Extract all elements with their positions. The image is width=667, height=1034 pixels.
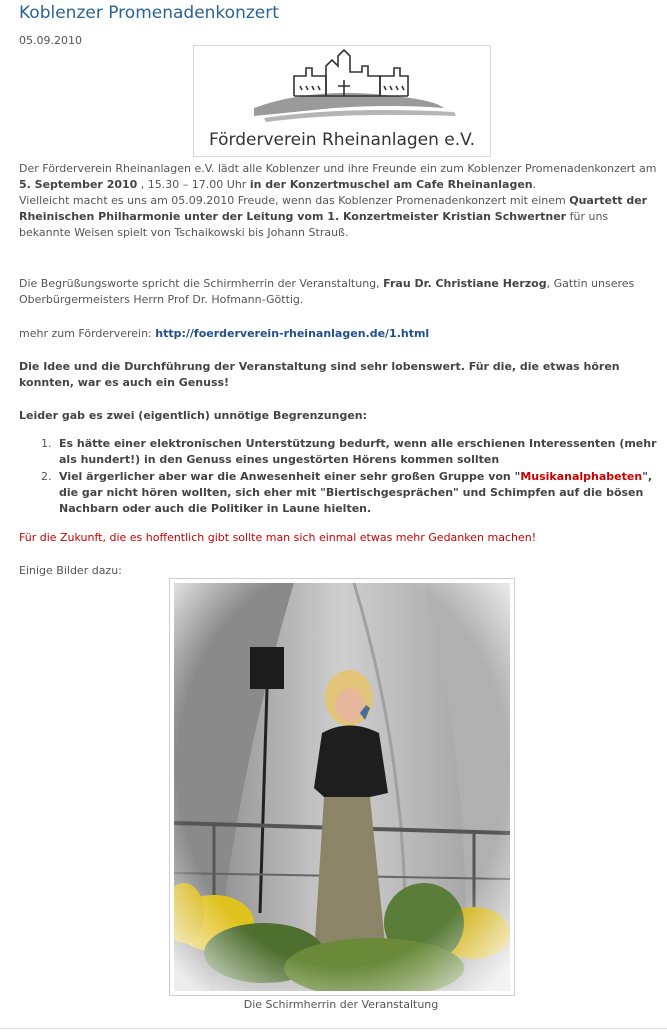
- text: Der Förderverein Rheinanlagen e.V. lädt alle Koblenzer und ihre Freunde ein zum Koblenzer Promenadenkonzert am: [19, 162, 657, 175]
- bold-text: Die Idee und die Durchführung der Veranstaltung sind sehr lobenswert. Für die, die etwas hören konnten, war es auch ein Genuss!: [19, 360, 620, 389]
- photo-frame: [169, 578, 515, 996]
- foerderverein-link[interactable]: http://foerderverein-rheinanlagen.de/1.html: [155, 327, 430, 340]
- praise-paragraph: [19, 359, 659, 391]
- page-title: Koblenzer Promenadenkonzert: [19, 3, 279, 23]
- list-item: [19, 469, 659, 517]
- text: Die Begrüßungsworte spricht die Schirmherrin der Veranstaltung,: [19, 277, 384, 290]
- text: , 15.30 – 17.00 Uhr: [137, 178, 250, 191]
- more-info-paragraph: [19, 326, 659, 342]
- list-number: 2.: [41, 470, 52, 483]
- list-item-text: Es hätte einer elektronischen Unterstützung bedurft, wenn alle erschienen Interessenten (mehr als hundert!) in den Genuss eines ungestörten Hörens kommen sollten: [59, 437, 657, 466]
- highlighted-word: Musikanalphabeten: [520, 470, 643, 483]
- text: mehr zum Förderverein:: [19, 327, 156, 340]
- list-item: [19, 436, 659, 468]
- limitations-heading: [19, 408, 659, 424]
- greeting-paragraph: [19, 276, 659, 308]
- article: [19, 0, 659, 1011]
- list-number: 1.: [41, 437, 52, 450]
- text: Vielleicht macht es uns am 05.09.2010 Freude, wenn das Koblenzer Promenadenkonzert mit einem: [19, 194, 570, 207]
- bold-quartet: Quartett der Rheinischen Philharmonie unter der Leitung vom 1. Konzertmeister Kristian Schwertner: [19, 194, 648, 223]
- patron-photo[interactable]: [174, 583, 510, 991]
- bold-location: in der Konzertmuschel am Cafe Rheinanlagen: [249, 178, 533, 191]
- logo-text: Förderverein Rheinanlagen e.V.: [208, 130, 475, 150]
- divider: [0, 1028, 667, 1029]
- text: , Gattin unseres Oberbürgermeisters Herrn Prof Dr. Hofmann-Göttig.: [19, 277, 635, 306]
- logo: [193, 45, 491, 157]
- text: für uns bekannte Weisen spielt von Tschaikowski bis Johann Strauß.: [19, 210, 609, 239]
- list-item-text: ", die gar nicht hören wollten, sich eher mit "Biertischgesprächen" und Schimpfen auf die bösen Nachbarn oder auch die Politiker in Laune hielten.: [59, 470, 653, 515]
- bold-patron-name: Frau Dr. Christiane Herzog: [383, 277, 547, 290]
- bold-date: 5. September 2010: [19, 178, 138, 191]
- intro-paragraph: [19, 161, 659, 241]
- castle-logo-image: [194, 46, 490, 132]
- limitations-list: [19, 436, 659, 518]
- future-note: Für die Zukunft, die es hoffentlich gibt sollte man sich einmal etwas mehr Gedanken machen!: [19, 531, 537, 544]
- photos-intro: Einige Bilder dazu:: [19, 564, 122, 577]
- photo-caption: Die Schirmherrin der Veranstaltung: [243, 998, 439, 1011]
- text: .: [532, 178, 537, 191]
- bold-text: Leider gab es zwei (eigentlich) unnötige Begrenzungen:: [19, 409, 368, 422]
- list-item-text: Viel ärgerlicher aber war die Anwesenheit einer sehr großen Gruppe von ": [59, 470, 521, 483]
- post-date: 05.09.2010: [19, 34, 82, 47]
